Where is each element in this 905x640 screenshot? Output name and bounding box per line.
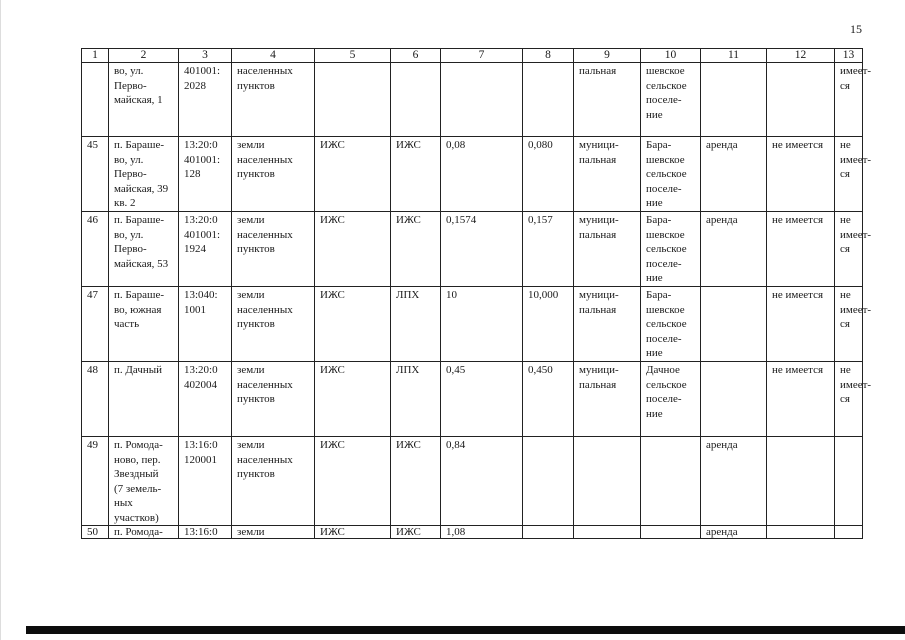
column-header: 4 (232, 49, 315, 63)
column-header: 6 (391, 49, 441, 63)
table-cell: муници- пальная (574, 212, 641, 287)
table-cell: 46 (82, 212, 109, 287)
column-header: 8 (523, 49, 574, 63)
table-cell: 47 (82, 287, 109, 362)
table-cell: ИЖС (315, 287, 391, 362)
table-cell: ИЖС (315, 526, 391, 539)
table-row (82, 287, 863, 362)
table-cell: 13:20:0 402004 (179, 362, 232, 437)
table-cell: муници- пальная (574, 137, 641, 212)
column-header: 2 (109, 49, 179, 63)
table-row (82, 362, 863, 437)
table-cell: ИЖС (315, 362, 391, 437)
table-cell: аренда (701, 437, 767, 526)
table-row (82, 212, 863, 287)
table-cell: земли (232, 526, 315, 539)
table-cell: не имеет- ся (835, 362, 863, 437)
table-cell: населенных пунктов (232, 63, 315, 137)
table-cell: аренда (701, 137, 767, 212)
column-header: 3 (179, 49, 232, 63)
table-cell (641, 526, 701, 539)
column-header: 10 (641, 49, 701, 63)
table-cell: 10 (441, 287, 523, 362)
column-header: 5 (315, 49, 391, 63)
table-cell (574, 526, 641, 539)
table-cell (82, 63, 109, 137)
table-cell: не имеет- ся (835, 212, 863, 287)
table-cell (835, 437, 863, 526)
table-cell: ИЖС (391, 437, 441, 526)
table-cell (641, 437, 701, 526)
table-cell: 0,080 (523, 137, 574, 212)
column-header: 12 (767, 49, 835, 63)
column-header: 11 (701, 49, 767, 63)
column-header: 7 (441, 49, 523, 63)
table-cell: 0,84 (441, 437, 523, 526)
table-cell (523, 63, 574, 137)
table-cell: ИЖС (391, 212, 441, 287)
table-cell (835, 526, 863, 539)
table-cell: муници- пальная (574, 362, 641, 437)
table-cell (315, 63, 391, 137)
table-cell (767, 63, 835, 137)
table-cell: 13:040: 1001 (179, 287, 232, 362)
table-row (82, 526, 863, 539)
table-cell: п. Бараше- во, ул. Перво- майская, 39 кв. 2 (109, 137, 179, 212)
table-cell: 13:20:0 401001: 1924 (179, 212, 232, 287)
table-cell (701, 287, 767, 362)
table-cell: ИЖС (315, 212, 391, 287)
table-cell: не имеет- ся (835, 137, 863, 212)
page-number: 15 (850, 22, 862, 36)
table-cell: 1,08 (441, 526, 523, 539)
table-cell: 13:20:0 401001: 128 (179, 137, 232, 212)
table-cell: имеет- ся (835, 63, 863, 137)
table-cell: земли населенных пунктов (232, 437, 315, 526)
table-cell (574, 437, 641, 526)
table-cell: не имеется (767, 287, 835, 362)
table-cell: земли населенных пунктов (232, 287, 315, 362)
column-header: 1 (82, 49, 109, 63)
column-header: 9 (574, 49, 641, 63)
table-row (82, 437, 863, 526)
table-cell (701, 63, 767, 137)
table-cell (523, 437, 574, 526)
table-cell: ЛПХ (391, 287, 441, 362)
table-cell (391, 63, 441, 137)
table-cell: 0,157 (523, 212, 574, 287)
table-cell: шевское сельское поселе- ние (641, 63, 701, 137)
table-cell: земли населенных пунктов (232, 137, 315, 212)
table-cell: не имеется (767, 137, 835, 212)
table-cell: Бара- шевское сельское поселе- ние (641, 137, 701, 212)
table-cell: п. Бараше- во, ул. Перво- майская, 53 (109, 212, 179, 287)
table-cell (701, 362, 767, 437)
table-cell: 50 (82, 526, 109, 539)
table-cell: ИЖС (315, 437, 391, 526)
table-cell: 0,450 (523, 362, 574, 437)
table-cell: Бара- шевское сельское поселе- ние (641, 287, 701, 362)
table-row (82, 63, 863, 137)
table-cell: аренда (701, 526, 767, 539)
table-cell: 10,000 (523, 287, 574, 362)
table-cell: 13:16:0 (179, 526, 232, 539)
table-cell: п. Дачный (109, 362, 179, 437)
table-cell: не имеется (767, 212, 835, 287)
table-cell: 49 (82, 437, 109, 526)
table-cell: Дачное сельское поселе- ние (641, 362, 701, 437)
table-row (82, 137, 863, 212)
table-cell (767, 526, 835, 539)
table-cell: не имеется (767, 362, 835, 437)
scan-bottom-border (26, 626, 905, 634)
table-cell: п. Ромода- ново, пер. Звездный (7 земель- ных участков) (109, 437, 179, 526)
table-cell: 48 (82, 362, 109, 437)
table-cell (441, 63, 523, 137)
table-cell: земли населенных пунктов (232, 212, 315, 287)
table-cell (523, 526, 574, 539)
table-cell: 401001: 2028 (179, 63, 232, 137)
table-cell: 13:16:0 120001 (179, 437, 232, 526)
table-cell: земли населенных пунктов (232, 362, 315, 437)
table-cell: ИЖС (391, 526, 441, 539)
table-cell (767, 437, 835, 526)
table-cell: муници- пальная (574, 287, 641, 362)
table-cell: 0,08 (441, 137, 523, 212)
scan-edge (0, 0, 1, 640)
table-cell: 0,1574 (441, 212, 523, 287)
table-cell: аренда (701, 212, 767, 287)
table-cell: п. Бараше- во, южная часть (109, 287, 179, 362)
table-cell: ЛПХ (391, 362, 441, 437)
table-cell: 45 (82, 137, 109, 212)
table-cell: ИЖС (315, 137, 391, 212)
table-cell: 0,45 (441, 362, 523, 437)
table-cell: не имеет- ся (835, 287, 863, 362)
land-plot-register-table (81, 48, 872, 539)
column-header: 13 (835, 49, 863, 63)
table-cell: п. Ромода- (109, 526, 179, 539)
column-number-header-row (82, 49, 863, 63)
table-cell: во, ул. Перво- майская, 1 (109, 63, 179, 137)
table-cell: Бара- шевское сельское поселе- ние (641, 212, 701, 287)
table-cell: пальная (574, 63, 641, 137)
table-cell: ИЖС (391, 137, 441, 212)
